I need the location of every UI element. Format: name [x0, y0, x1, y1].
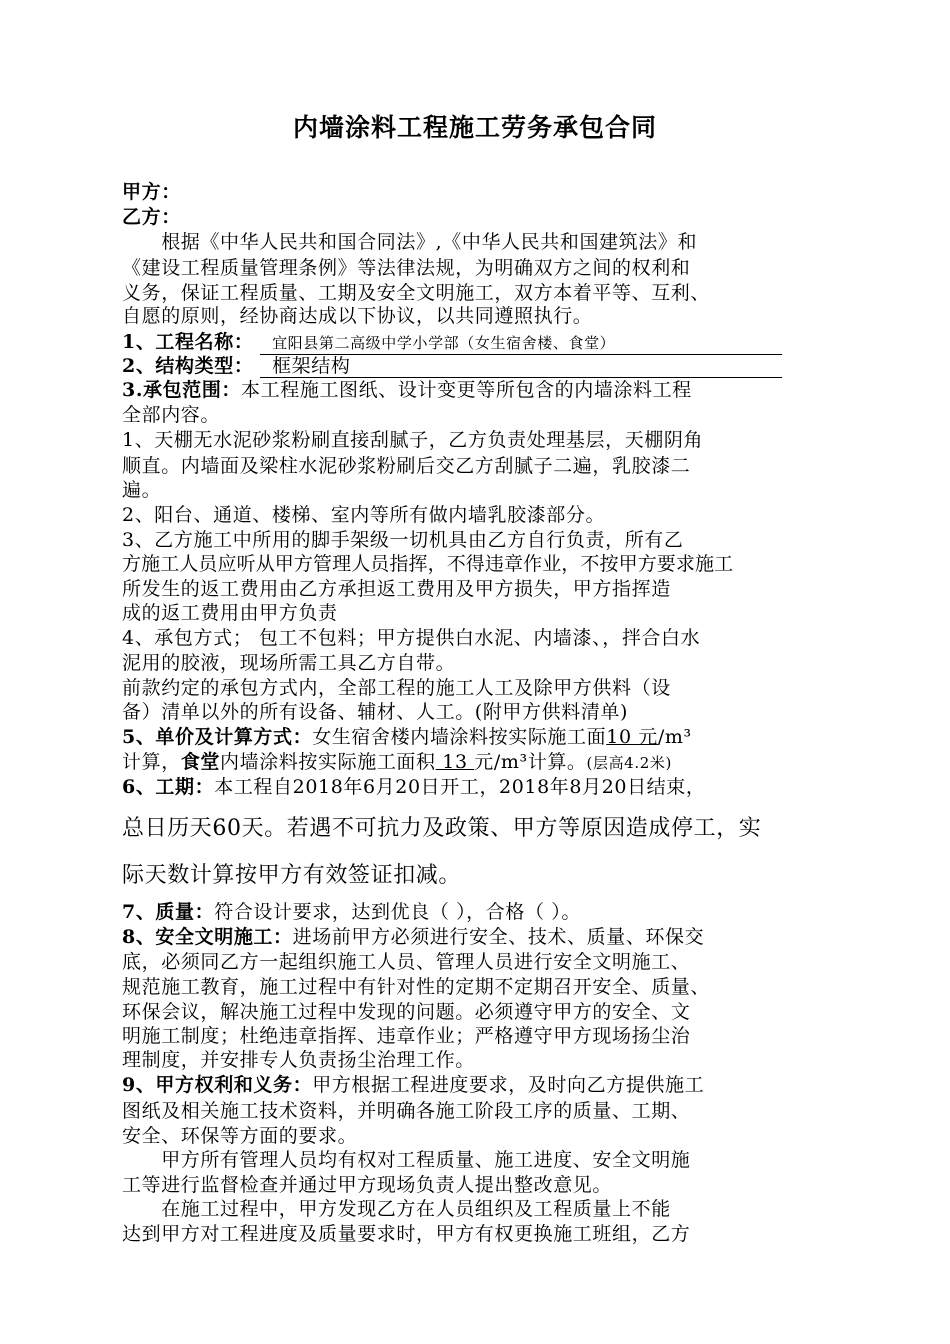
section-1-label: 1、工程名称： — [122, 331, 254, 353]
intro-line: 《建设工程质量管理条例》等法律法规，为明确双方之间的权利和 — [122, 257, 691, 279]
party-b-line: 乙方： — [122, 206, 181, 228]
section-9-line: 图纸及相关施工技术资料，并明确各施工阶段工序的质量、工期、 — [122, 1100, 691, 1122]
section-8-line: 理制度，并安排专人负责扬尘治理工作。 — [122, 1049, 475, 1071]
canteen-price: 13 — [435, 751, 475, 773]
section-7-quality — [122, 900, 892, 924]
section-3-line: 3、乙方施工中所用的脚手架级一切机具由乙方自行负责，所有乙 — [122, 529, 684, 551]
party-a-line: 甲方： — [122, 181, 181, 203]
section-3-line: 成的返工费用由甲方负责 — [122, 602, 338, 624]
section-3-label: 3.承包范围： — [122, 379, 242, 401]
section-1-project-name — [122, 330, 892, 354]
section-6-duration — [122, 775, 892, 799]
section-3-line: 备）清单以外的所有设备、辅材、人工。(附甲方供料清单) — [122, 701, 629, 723]
section-5-text: 内墙涂料按实际施工面积 — [220, 751, 436, 773]
section-7-text: 符合设计要求，达到优良（ ），合格（ ）。 — [214, 901, 581, 923]
section-3-line: 顺直。内墙面及梁柱水泥砂浆粉刷后交乙方刮腻子二遍，乳胶漆二 — [122, 455, 691, 477]
section-6-line: 总日历天60天。若遇不可抗力及政策、甲方等原因造成停工，实 — [122, 816, 762, 841]
section-5-text: 元/m³计算。 — [474, 751, 587, 773]
section-3-text: 本工程施工图纸、设计变更等所包含的内墙涂料工程 — [241, 379, 692, 401]
section-6-line: 际天数计算按甲方有效签证扣减。 — [122, 863, 462, 888]
document-title: 内墙涂料工程施工劳务承包合同 — [292, 113, 657, 142]
intro-line: 根据《中华人民共和国合同法》,《中华人民共和国建筑法》和 — [122, 231, 698, 253]
section-5-unit-price — [122, 725, 892, 749]
section-3-line: 所发生的返工费用由乙方承担返工费用及甲方损失，甲方指挥造 — [122, 578, 671, 600]
section-9-line: 工等进行监督检查并通过甲方现场负责人提出整改意见。 — [122, 1174, 613, 1196]
section-9-label: 9、甲方权利和义务： — [122, 1074, 313, 1096]
section-7-label: 7、质量： — [122, 901, 215, 923]
section-5-text: 女生宿舍楼内墙涂料按实际施工面 — [312, 726, 607, 748]
section-9-rights — [122, 1073, 892, 1097]
section-9-line: 在施工过程中，甲方发现乙方在人员组织及工程质量上不能 — [122, 1198, 671, 1220]
section-3-line: 泥用的胶液，现场所需工具乙方自带。 — [122, 652, 456, 674]
intro-line: 义务，保证工程质量、工期及安全文明施工，双方本着平等、互利、 — [122, 282, 711, 304]
section-9-line: 达到甲方对工程进度及质量要求时，甲方有权更换施工班组，乙方 — [122, 1223, 691, 1245]
section-8-line: 底，必须同乙方一起组织施工人员、管理人员进行安全文明施工、 — [122, 951, 691, 973]
section-5-text: 计算， — [122, 751, 181, 773]
section-5-label: 5、单价及计算方式： — [122, 726, 313, 748]
section-3-line: 1、天棚无水泥砂浆粉刷直接刮腻子，乙方负责处理基层，天棚阴角 — [122, 429, 704, 451]
section-9-text: 甲方根据工程进度要求，及时向乙方提供施工 — [312, 1074, 705, 1096]
intro-line: 自愿的原则，经协商达成以下协议，以共同遵照执行。 — [122, 305, 593, 327]
section-6-text: 本工程自2018年6月20日开工，2018年8月20日结束， — [214, 776, 706, 798]
section-2-label: 2、结构类型： — [122, 355, 254, 377]
section-3-line: 4、承包方式； 包工不包料；甲方提供白水泥、内墙漆、，拌合白水 — [122, 627, 701, 649]
dormitory-price: 10 元 — [606, 726, 658, 748]
price-unit: /m³ — [657, 726, 692, 748]
section-5-line-2 — [122, 750, 892, 774]
project-name-field: 宜阳县第二高级中学小学部（女生宿舍楼、食堂） — [260, 332, 782, 355]
section-3-line: 前款约定的承包方式内，全部工程的施工人工及除甲方供料（设 — [122, 677, 671, 699]
section-8-safety — [122, 925, 892, 949]
section-3-line: 遍。 — [122, 479, 162, 501]
section-3-scope — [122, 378, 892, 402]
section-9-line: 甲方所有管理人员均有权对工程质量、施工进度、安全文明施 — [122, 1149, 691, 1171]
section-3-line: 方施工人员应听从甲方管理人员指挥，不得违章作业，不按甲方要求施工 — [122, 553, 734, 575]
section-2-structure-type — [122, 354, 892, 378]
structure-type-field: 框架结构 — [260, 355, 782, 378]
section-8-label: 8、安全文明施工： — [122, 926, 293, 948]
section-3-line: 2、阳台、通道、楼梯、室内等所有做内墙乳胶漆部分。 — [122, 504, 606, 526]
section-6-label: 6、工期： — [122, 776, 215, 798]
section-3-line: 全部内容。 — [122, 404, 221, 426]
section-8-line: 环保会议，解决施工过程中发现的问题。必须遵守甲方的安全、文 — [122, 1001, 691, 1023]
section-8-line: 规范施工教育，施工过程中有针对性的定期不定期召开安全、质量、 — [122, 976, 711, 998]
floor-height-note: (层高4.2米) — [586, 754, 672, 772]
canteen-label: 食堂 — [180, 751, 221, 773]
section-9-line: 安全、环保等方面的要求。 — [122, 1125, 358, 1147]
section-8-line: 明施工制度；杜绝违章指挥、违章作业；严格遵守甲方现场扬尘治 — [122, 1025, 691, 1047]
section-8-text: 进场前甲方必须进行安全、技术、质量、环保交 — [292, 926, 705, 948]
